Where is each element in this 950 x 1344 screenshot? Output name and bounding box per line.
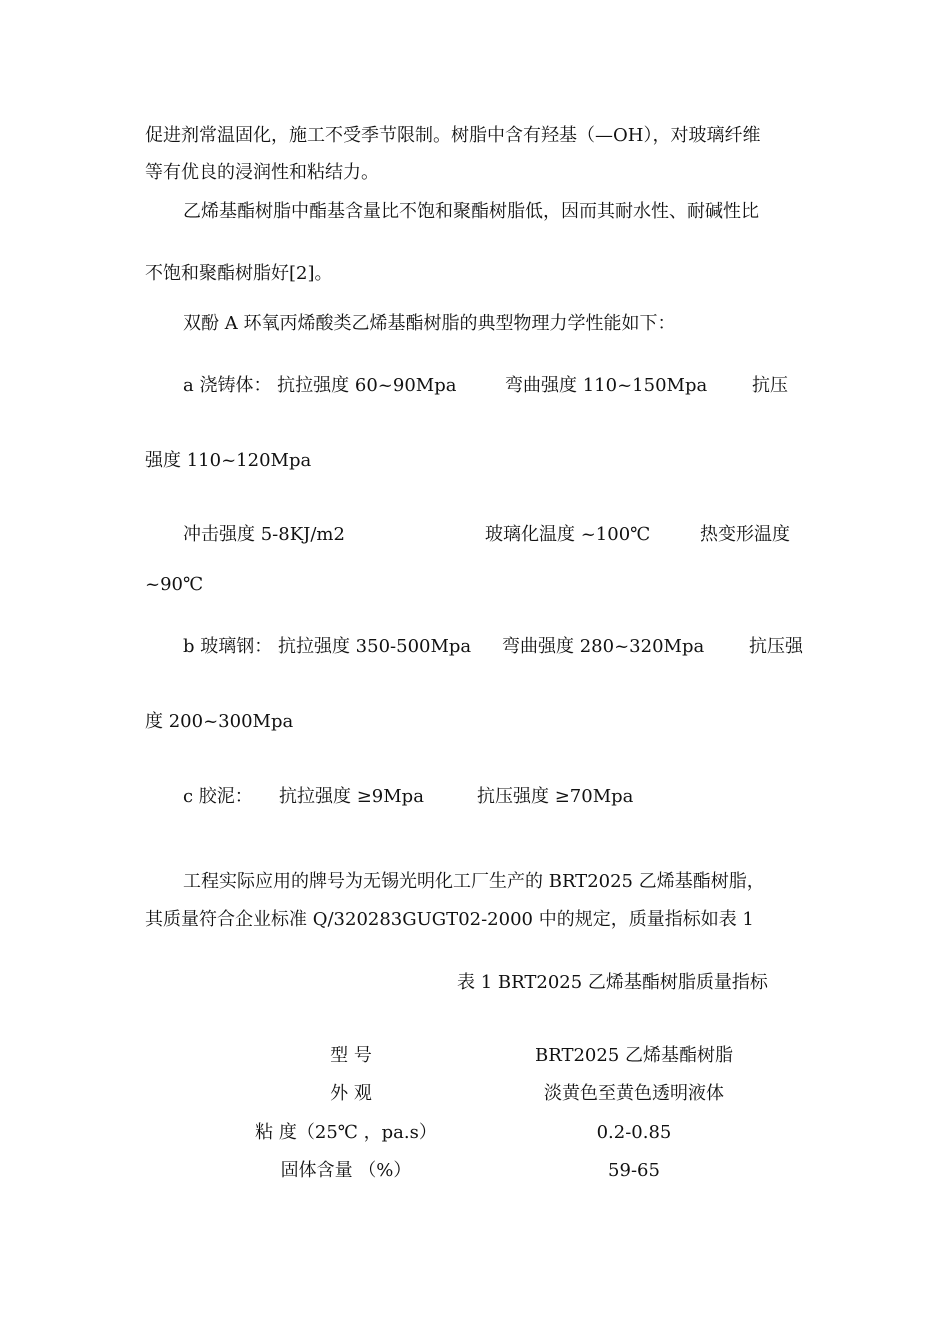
property-b-line-1 — [0, 635, 950, 659]
property-a-tensile: a 浇铸体： 抗拉强度 60~90Mpa — [183, 375, 457, 396]
property-a-impact: 冲击强度 5-8KJ/m2 — [183, 524, 345, 545]
property-b-compressive-start: 抗压强 — [749, 636, 803, 657]
table-cell-label: 固体含量 （%） — [280, 1160, 412, 1181]
property-c-tensile: 抗拉强度 ≥9Mpa — [279, 786, 424, 807]
engineering-line-2: 其质量符合企业标准 Q/320283GUGT02-2000 中的规定，质量指标如表 1 — [145, 909, 754, 930]
table-cell-label: 粘 度（25℃ ，pa.s） — [255, 1122, 437, 1143]
property-c-label: c 胶泥： — [183, 786, 253, 807]
paragraph-3: 双酚 A 环氧丙烯酸类乙烯基酯树脂的典型物理力学性能如下： — [183, 313, 676, 334]
property-a-glass-transition: 玻璃化温度 ~100℃ — [485, 524, 651, 545]
table-caption: 表 1 BRT2025 乙烯基酯树脂质量指标 — [457, 972, 768, 993]
property-c-compressive: 抗压强度 ≥70Mpa — [477, 786, 634, 807]
paragraph-2-line-2: 不饱和聚酯树脂好[2]。 — [145, 263, 333, 284]
table-cell-label: 型 号 — [330, 1045, 372, 1066]
property-b-tensile: b 玻璃钢： 抗拉强度 350-500Mpa — [183, 636, 472, 657]
property-a-line-4: ~90℃ — [145, 574, 204, 595]
table-cell-value: 59-65 — [608, 1160, 660, 1181]
table-cell-label: 外 观 — [330, 1083, 372, 1104]
property-a-flexural: 弯曲强度 110~150Mpa — [505, 375, 708, 396]
property-a-heat-deflection: 热变形温度 — [700, 524, 790, 545]
paragraph-2-line-1: 乙烯基酯树脂中酯基含量比不饱和聚酯树脂低，因而其耐水性、耐碱性比 — [183, 201, 759, 222]
paragraph-1-line-1: 促进剂常温固化，施工不受季节限制。树脂中含有羟基（—OH），对玻璃纤维 — [145, 125, 761, 146]
table-cell-value: 0.2-0.85 — [596, 1122, 672, 1143]
paragraph-1-line-2: 等有优良的浸润性和粘结力。 — [145, 162, 379, 183]
table-cell-value: 淡黄色至黄色透明液体 — [544, 1083, 724, 1104]
property-a-line-1 — [0, 374, 950, 398]
property-b-line-2: 度 200~300Mpa — [145, 711, 294, 732]
property-a-compressive-start: 抗压 — [752, 375, 788, 396]
table-cell-value: BRT2025 乙烯基酯树脂 — [535, 1045, 733, 1066]
property-a-line-2: 强度 110~120Mpa — [145, 450, 312, 471]
engineering-line-1: 工程实际应用的牌号为无锡光明化工厂生产的 BRT2025 乙烯基酯树脂， — [183, 871, 765, 892]
property-b-flexural: 弯曲强度 280~320Mpa — [502, 636, 705, 657]
property-a-line-3 — [0, 523, 950, 547]
property-c-line-1 — [0, 785, 950, 809]
